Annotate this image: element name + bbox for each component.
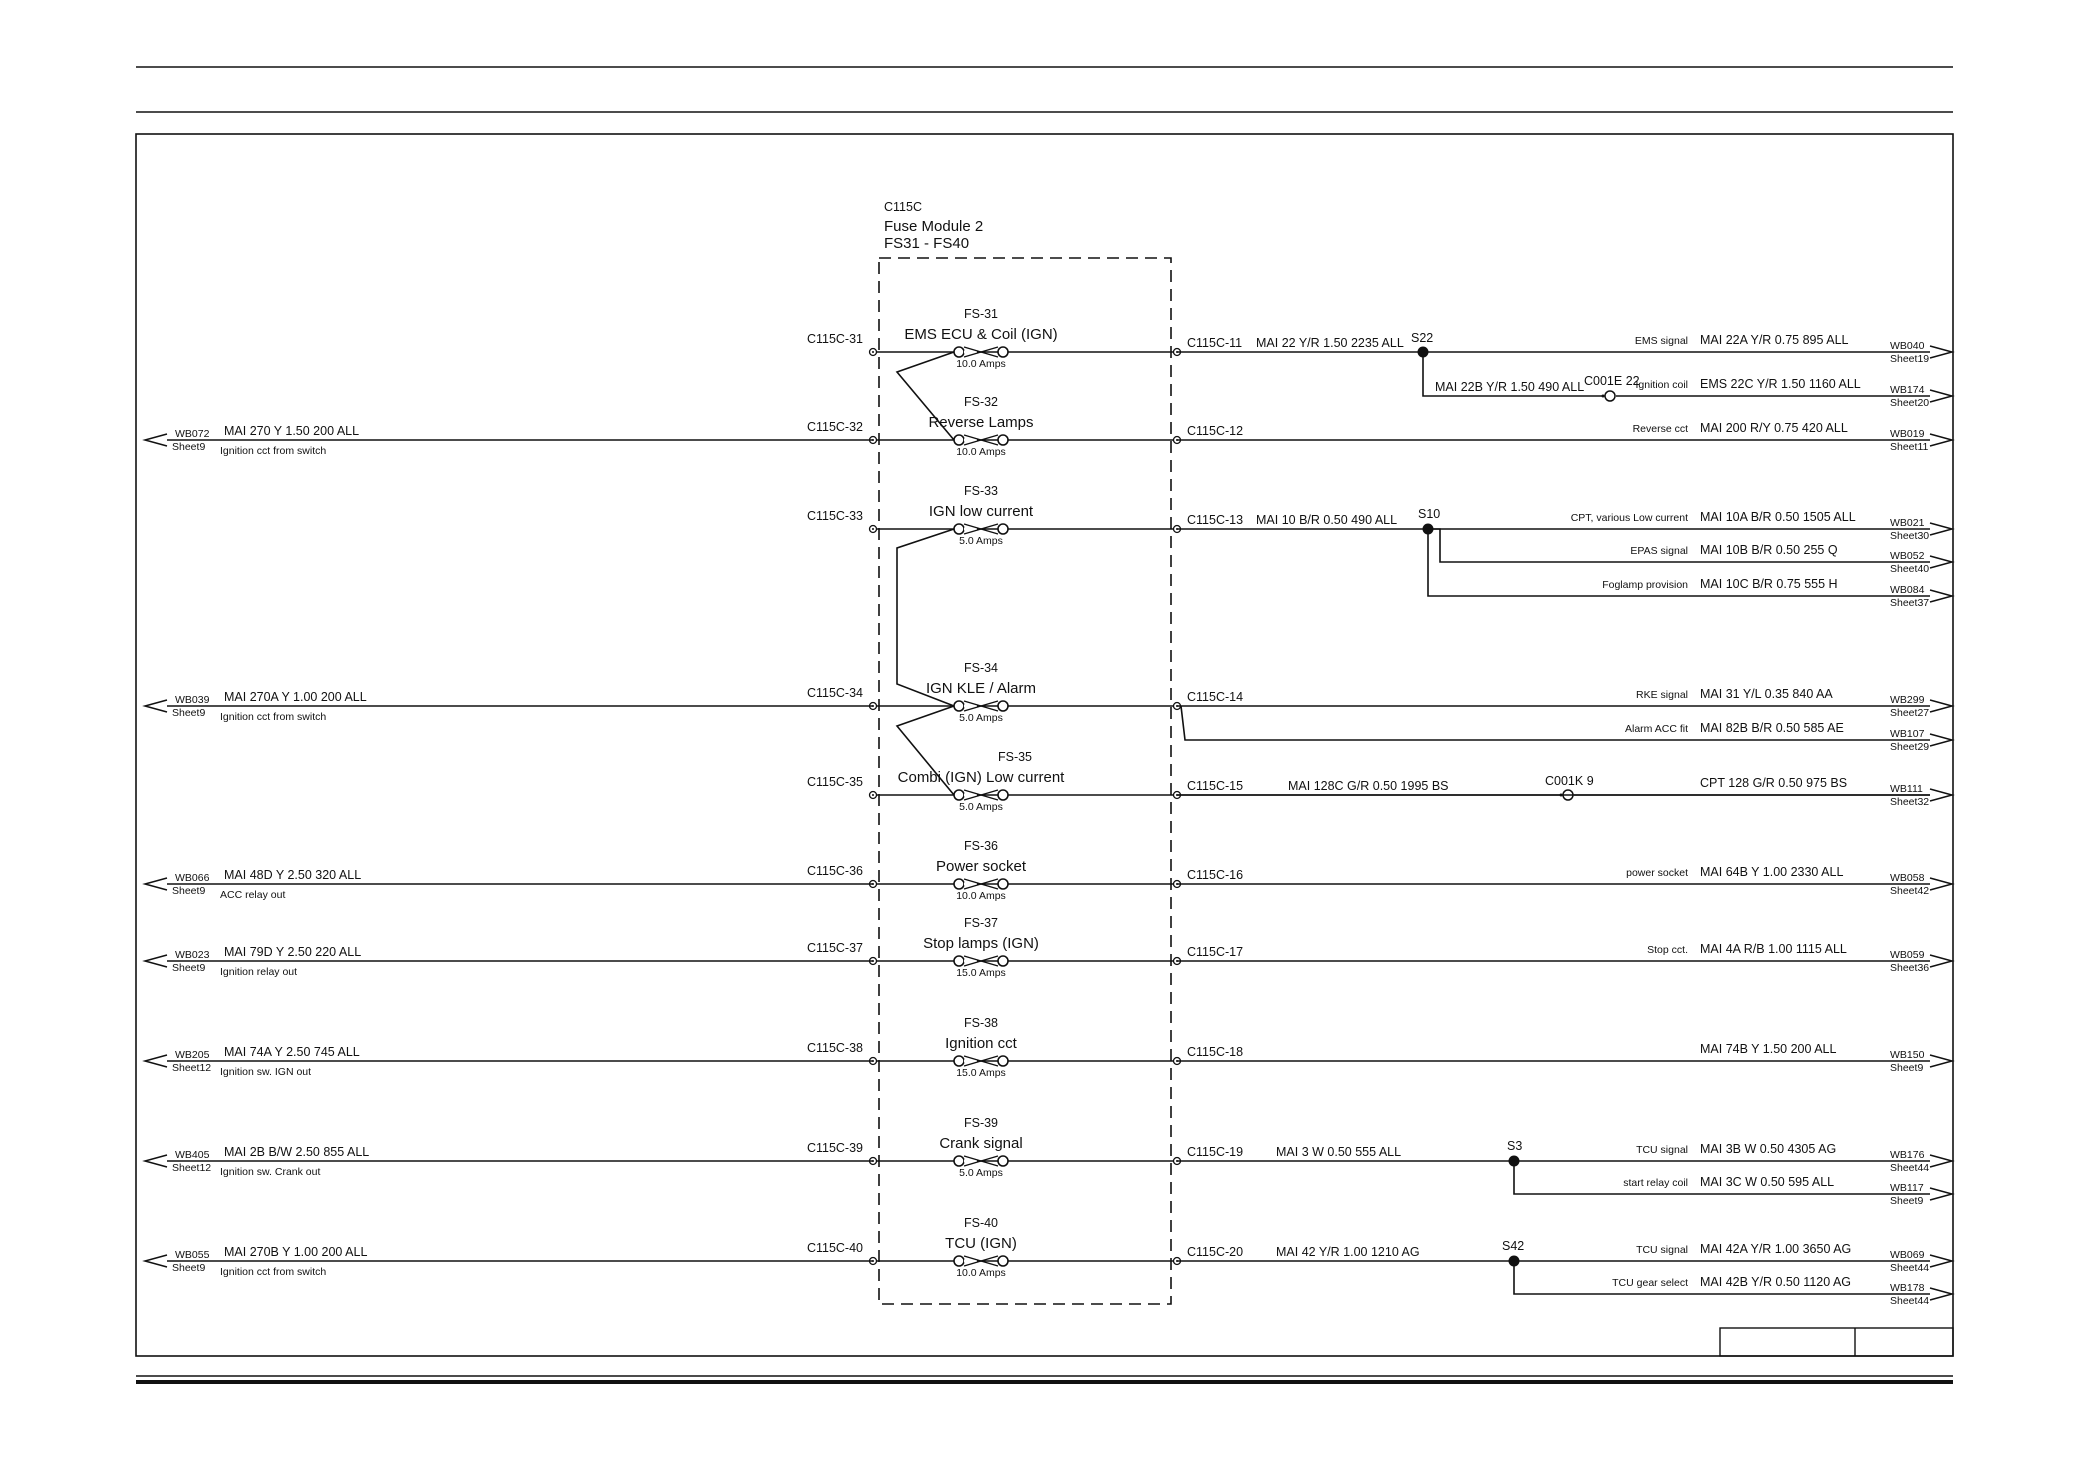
- fuse-rating: 10.0 Amps: [956, 890, 1006, 902]
- sheet-number: Sheet9: [172, 707, 206, 719]
- arrow-right-icon: [1930, 734, 1952, 746]
- fuse-row: [807, 1216, 1243, 1279]
- sheet-number: Sheet29: [1890, 741, 1930, 753]
- sheet-number: Sheet9: [1890, 1062, 1924, 1074]
- right-output: [1700, 1042, 1952, 1074]
- fuse-description: TCU (IGN): [945, 1235, 1017, 1252]
- arrow-left-icon: [145, 955, 167, 967]
- wire-spec: MAI 10A B/R 0.50 1505 ALL: [1700, 510, 1856, 524]
- sheet-number: Sheet9: [1890, 1195, 1924, 1207]
- arrow-right-icon: [1930, 1288, 1952, 1300]
- right-output: [1612, 1275, 1952, 1307]
- wire-spec: MAI 270B Y 1.00 200 ALL: [224, 1245, 368, 1259]
- output-pin-label: C115C-19: [1187, 1145, 1244, 1159]
- circuit-description: Ignition cct from switch: [220, 711, 327, 723]
- fuse-number: FS-31: [963, 307, 999, 321]
- input-pin-label: C115C-35: [806, 775, 863, 789]
- fuse-rating: 10.0 Amps: [956, 446, 1006, 458]
- wire-spec: MAI 3C W 0.50 595 ALL: [1700, 1175, 1835, 1189]
- wire-spec: MAI 64B Y 1.00 2330 ALL: [1700, 865, 1844, 879]
- fuse-number: FS-36: [963, 839, 999, 853]
- circuit-description: EPAS signal: [1630, 545, 1688, 557]
- wire-spec: MAI 48D Y 2.50 320 ALL: [224, 868, 362, 882]
- wire-spec: MAI 270 Y 1.50 200 ALL: [224, 424, 360, 438]
- input-pin-label: C115C-39: [806, 1141, 863, 1155]
- sheet-number: Sheet42: [1890, 885, 1930, 897]
- left-feeds: [145, 424, 873, 1278]
- pin-icon: [870, 526, 877, 533]
- wire-spec: MAI 42A Y/R 1.00 3650 AG: [1700, 1242, 1852, 1256]
- sheet-number: Sheet9: [172, 962, 206, 974]
- sheet-number: Sheet9: [172, 885, 206, 897]
- wire-spec: MAI 42B Y/R 0.50 1120 AG: [1700, 1275, 1852, 1289]
- fuse-icon: [954, 1156, 1008, 1166]
- arrow-right-icon: [1930, 390, 1952, 402]
- fuse-number: FS-40: [963, 1216, 999, 1230]
- sheet-ref: WB205: [175, 1049, 210, 1061]
- out-wire-c15: MAI 128C G/R 0.50 1995 BS: [1288, 779, 1449, 793]
- circuit-description: TCU signal: [1636, 1144, 1688, 1156]
- sheet-ref: WB040: [1890, 340, 1925, 352]
- pin-icon: [870, 349, 877, 356]
- fuse-row: [807, 839, 1243, 902]
- out-wire-c20: MAI 42 Y/R 1.00 1210 AG: [1276, 1245, 1420, 1259]
- arrow-right-icon: [1930, 1188, 1952, 1200]
- output-pin-label: C115C-18: [1187, 1045, 1244, 1059]
- arrow-right-icon: [1930, 1055, 1952, 1067]
- sheet-ref: WB072: [175, 428, 210, 440]
- sheet-ref: WB150: [1890, 1049, 1925, 1061]
- fuse-description: IGN KLE / Alarm: [925, 680, 1037, 697]
- sheet-ref: WB059: [1890, 949, 1925, 961]
- output-pin-label: C115C-13: [1187, 513, 1244, 527]
- module-id: C115C: [884, 200, 922, 214]
- fuse-row: [807, 1116, 1243, 1179]
- fuse-rating: 5.0 Amps: [959, 712, 1003, 724]
- sheet-number: Sheet40: [1890, 563, 1930, 575]
- circuit-description: Ignition cct from switch: [220, 1266, 327, 1278]
- input-pin-label: C115C-33: [806, 509, 863, 523]
- fuse-description: Ignition cct: [945, 1035, 1017, 1052]
- fuse-row: [807, 484, 1243, 547]
- out-wire-c11: MAI 22 Y/R 1.50 2235 ALL: [1256, 336, 1404, 350]
- fuse-description: Reverse Lamps: [928, 414, 1034, 431]
- fuse-number: FS-39: [963, 1116, 999, 1130]
- inline-connector-c001e: [1602, 391, 1616, 401]
- circuit-description: Stop cct.: [1647, 944, 1688, 956]
- sheet-ref: WB023: [175, 949, 210, 961]
- input-pin-label: C115C-32: [806, 420, 863, 434]
- title-block: [1720, 1328, 1953, 1356]
- circuit-description: Ignition coil: [1635, 379, 1688, 391]
- sheet-number: Sheet30: [1890, 530, 1930, 542]
- right-circuits: [1177, 331, 1952, 1307]
- sheet-ref: WB176: [1890, 1149, 1925, 1161]
- wire-spec: MAI 79D Y 2.50 220 ALL: [224, 945, 362, 959]
- sheet-number: Sheet12: [172, 1162, 212, 1174]
- sheet-ref: WB069: [1890, 1249, 1925, 1261]
- left-feed: [145, 1045, 873, 1078]
- fuse-rating: 5.0 Amps: [959, 535, 1003, 547]
- arrow-right-icon: [1930, 1255, 1952, 1267]
- fuse-number: FS-38: [963, 1016, 999, 1030]
- wire-spec: MAI 200 R/Y 0.75 420 ALL: [1700, 421, 1848, 435]
- out-wire-c19: MAI 3 W 0.50 555 ALL: [1276, 1145, 1402, 1159]
- wire-spec: MAI 2B B/W 2.50 855 ALL: [224, 1145, 370, 1159]
- circuit-description: start relay coil: [1623, 1177, 1688, 1189]
- left-feed: [145, 690, 873, 723]
- fuse-rating: 10.0 Amps: [956, 358, 1006, 370]
- fuse-icon: [954, 1256, 1008, 1266]
- fuse-description: EMS ECU & Coil (IGN): [904, 326, 1058, 343]
- sheet-number: Sheet27: [1890, 707, 1930, 719]
- output-pin-label: C115C-11: [1187, 336, 1243, 350]
- fuse-row: [807, 395, 1243, 458]
- circuit-description: Reverse cct: [1632, 423, 1688, 435]
- circuit-description: RKE signal: [1636, 689, 1688, 701]
- circuit-description: Foglamp provision: [1602, 579, 1688, 591]
- sheet-ref: WB052: [1890, 550, 1925, 562]
- fuse-rating: 5.0 Amps: [959, 1167, 1003, 1179]
- fuse-row: [807, 661, 1243, 724]
- circuit-description: TCU signal: [1636, 1244, 1688, 1256]
- sheet-ref: WB039: [175, 694, 210, 706]
- sheet-number: Sheet36: [1890, 962, 1930, 974]
- fuse-icon: [954, 347, 1008, 357]
- right-output: [1633, 421, 1952, 453]
- output-pin-label: C115C-14: [1187, 690, 1244, 704]
- connector-c001e-label: C001E 22: [1584, 374, 1640, 388]
- sheet-number: Sheet20: [1890, 397, 1930, 409]
- module-range: FS31 - FS40: [884, 235, 970, 252]
- sheet-ref: WB405: [175, 1149, 210, 1161]
- splice-s3-label: S3: [1507, 1139, 1523, 1153]
- output-pin-label: C115C-15: [1187, 779, 1244, 793]
- wire-spec: MAI 22A Y/R 0.75 895 ALL: [1700, 333, 1849, 347]
- fuse-row: [807, 916, 1243, 979]
- fuse-icon: [954, 956, 1008, 966]
- splice-s10-label: S10: [1418, 507, 1441, 521]
- arrow-left-icon: [145, 878, 167, 890]
- circuit-description: Ignition sw. Crank out: [220, 1166, 321, 1178]
- fuse-row: [807, 750, 1243, 813]
- arrow-left-icon: [145, 1055, 167, 1067]
- right-output: [1571, 510, 1952, 542]
- fuse-rating: 5.0 Amps: [959, 801, 1003, 813]
- left-feed: [145, 945, 873, 978]
- wire-spec: EMS 22C Y/R 1.50 1160 ALL: [1700, 377, 1861, 391]
- sheet-ref: WB299: [1890, 694, 1925, 706]
- fuse-icon: [954, 524, 1008, 534]
- circuit-description: Ignition cct from switch: [220, 445, 327, 457]
- right-output: [1625, 721, 1952, 753]
- output-pin-label: C115C-20: [1187, 1245, 1244, 1259]
- circuit-description: CPT, various Low current: [1570, 512, 1688, 524]
- fuse-description: Combi (IGN) Low current: [897, 769, 1065, 786]
- arrow-left-icon: [145, 700, 167, 712]
- fuse-description: IGN low current: [928, 503, 1034, 520]
- pin-icon: [870, 792, 877, 799]
- output-pin-label: C115C-16: [1187, 868, 1244, 882]
- out-wire-c13: MAI 10 B/R 0.50 490 ALL: [1256, 513, 1398, 527]
- arrow-right-icon: [1930, 434, 1952, 446]
- sheet-ref: WB178: [1890, 1282, 1925, 1294]
- wire-spec: CPT 128 G/R 0.50 975 BS: [1700, 776, 1848, 790]
- wire-spec: MAI 74B Y 1.50 200 ALL: [1700, 1042, 1837, 1056]
- left-feed: [145, 1145, 873, 1178]
- module-header: [884, 200, 983, 252]
- arrow-right-icon: [1930, 700, 1952, 712]
- fuse-number: FS-34: [963, 661, 999, 675]
- arrow-right-icon: [1930, 878, 1952, 890]
- wire-spec: MAI 10B B/R 0.50 255 Q: [1700, 543, 1838, 557]
- fuse-number: FS-33: [963, 484, 999, 498]
- sheet-number: Sheet44: [1890, 1295, 1930, 1307]
- arrow-left-icon: [145, 1155, 167, 1167]
- wire-spec: MAI 4A R/B 1.00 1115 ALL: [1700, 942, 1847, 956]
- right-output: [1636, 1142, 1952, 1174]
- sheet-ref: WB107: [1890, 728, 1925, 740]
- circuit-description: Ignition relay out: [220, 966, 298, 978]
- module-name: Fuse Module 2: [884, 218, 984, 235]
- splice-s22-label: S22: [1411, 331, 1434, 345]
- splice-s42-label: S42: [1502, 1239, 1525, 1253]
- sheet-number: Sheet11: [1890, 441, 1929, 453]
- fuse-icon: [954, 435, 1008, 445]
- sheet-ref: WB058: [1890, 872, 1925, 884]
- left-feed: [145, 868, 873, 901]
- wire-spec: MAI 74A Y 2.50 745 ALL: [224, 1045, 360, 1059]
- arrow-right-icon: [1930, 556, 1952, 568]
- sheet-ref: WB084: [1890, 584, 1925, 596]
- right-output: [1623, 1175, 1952, 1207]
- arrow-right-icon: [1930, 523, 1952, 535]
- circuit-description: EMS signal: [1634, 335, 1688, 347]
- input-pin-label: C115C-31: [806, 332, 863, 346]
- input-pin-label: C115C-38: [806, 1041, 863, 1055]
- sheet-number: Sheet9: [172, 1262, 206, 1274]
- fuse-number: FS-37: [963, 916, 999, 930]
- sheet-ref: WB019: [1890, 428, 1925, 440]
- right-output: [1635, 377, 1952, 409]
- left-feed: [145, 1245, 873, 1278]
- circuit-description: ACC relay out: [220, 889, 286, 901]
- circuit-description: Alarm ACC fit: [1624, 723, 1688, 735]
- sheet-number: Sheet9: [172, 441, 206, 453]
- input-pin-label: C115C-40: [806, 1241, 863, 1255]
- fuse-description: Stop lamps (IGN): [923, 935, 1039, 952]
- right-output: [1626, 865, 1952, 897]
- fuse-rating: 15.0 Amps: [956, 1067, 1006, 1079]
- right-output: [1647, 942, 1952, 974]
- fuse-description: Power socket: [935, 858, 1027, 875]
- sheet-number: Sheet37: [1890, 597, 1930, 609]
- input-pin-label: C115C-34: [806, 686, 863, 700]
- wire-spec: MAI 3B W 0.50 4305 AG: [1700, 1142, 1837, 1156]
- right-output: [1636, 1242, 1952, 1274]
- right-output: [1602, 577, 1952, 609]
- fuse-number: FS-32: [963, 395, 999, 409]
- circuit-description: Ignition sw. IGN out: [220, 1066, 312, 1078]
- sheet-ref: WB021: [1890, 517, 1925, 529]
- fuse-row: [807, 1016, 1243, 1079]
- sheet-ref: WB174: [1890, 384, 1925, 396]
- sheet-ref: WB111: [1890, 783, 1923, 795]
- fuse-icon: [954, 879, 1008, 889]
- right-output: [1636, 687, 1952, 719]
- sheet-number: Sheet19: [1890, 353, 1930, 365]
- sheet-number: Sheet44: [1890, 1262, 1930, 1274]
- arrow-right-icon: [1930, 955, 1952, 967]
- sheet-number: Sheet32: [1890, 796, 1930, 808]
- sheet-ref: WB117: [1890, 1182, 1924, 1194]
- arrow-left-icon: [145, 434, 167, 446]
- input-pin-label: C115C-37: [806, 941, 863, 955]
- arrow-right-icon: [1930, 1155, 1952, 1167]
- fuse-icon: [954, 1056, 1008, 1066]
- right-output: [1700, 776, 1952, 808]
- output-pin-label: C115C-17: [1187, 945, 1244, 959]
- fuse-rating: 15.0 Amps: [956, 967, 1006, 979]
- sheet-number: Sheet44: [1890, 1162, 1930, 1174]
- right-output: [1630, 543, 1952, 575]
- circuit-description: TCU gear select: [1612, 1277, 1688, 1289]
- circuit-description: power socket: [1626, 867, 1688, 879]
- connector-c001k-label: C001K 9: [1545, 774, 1594, 788]
- left-feed: [145, 424, 873, 457]
- wire-spec: MAI 82B B/R 0.50 585 AE: [1700, 721, 1844, 735]
- fuse-rating: 10.0 Amps: [956, 1267, 1006, 1279]
- arrow-right-icon: [1930, 789, 1952, 801]
- fuse-description: Crank signal: [939, 1135, 1023, 1152]
- fuse-row: [807, 307, 1242, 370]
- sheet-ref: WB066: [175, 872, 210, 884]
- fuse-icon: [954, 790, 1008, 800]
- sheet-ref: WB055: [175, 1249, 210, 1261]
- arrow-right-icon: [1930, 346, 1952, 358]
- fuse-number: FS-35: [997, 750, 1033, 764]
- input-pin-label: C115C-36: [806, 864, 863, 878]
- out-wire-s22-branch: MAI 22B Y/R 1.50 490 ALL: [1435, 380, 1585, 394]
- wire-spec: MAI 31 Y/L 0.35 840 AA: [1700, 687, 1833, 701]
- fuse-rows: [807, 307, 1243, 1279]
- wire-spec: MAI 270A Y 1.00 200 ALL: [224, 690, 367, 704]
- arrow-right-icon: [1930, 590, 1952, 602]
- right-output: [1635, 333, 1952, 365]
- wire-spec: MAI 10C B/R 0.75 555 H: [1700, 577, 1838, 591]
- output-pin-label: C115C-12: [1187, 424, 1244, 438]
- arrow-left-icon: [145, 1255, 167, 1267]
- sheet-number: Sheet12: [172, 1062, 212, 1074]
- fuse-icon: [954, 701, 1008, 711]
